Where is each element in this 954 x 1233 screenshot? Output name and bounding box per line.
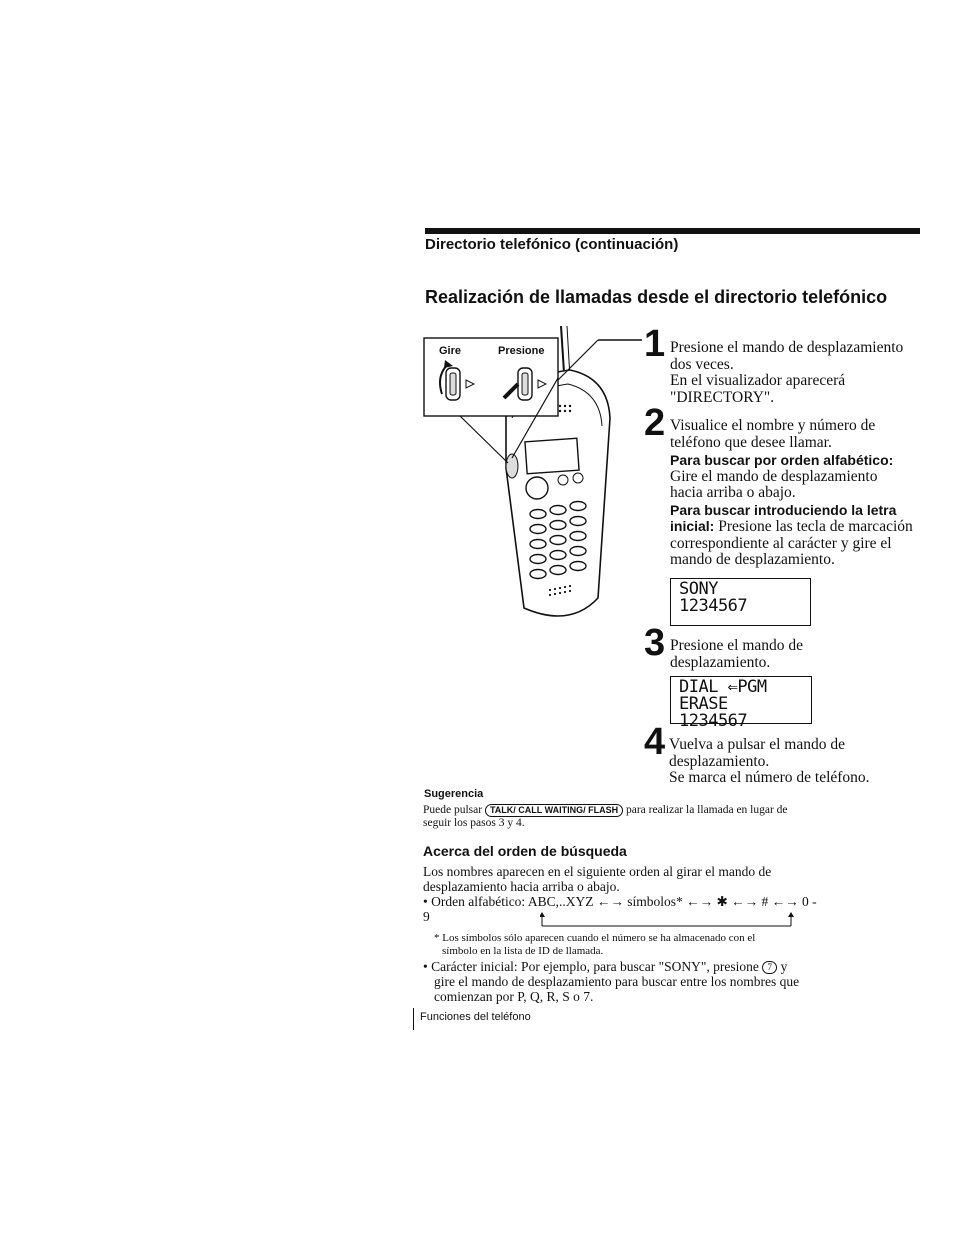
tip-suffix: para realizar la llamada en lugar de [626, 804, 788, 816]
step-4-number: 4 [644, 721, 666, 763]
bullet-initial-line: comienzan por P, Q, R, S o 7. [434, 989, 594, 1004]
step-1-number: 1 [644, 323, 666, 365]
alpha-search-heading: Para buscar por orden alfabético: [670, 452, 894, 468]
footnote-line: símbolo en la lista de ID de llamada. [442, 945, 604, 957]
phone-illustration [420, 318, 645, 628]
step-2-number: 2 [644, 402, 666, 444]
step-3-line: Presione el mando de [670, 637, 804, 654]
step-1-line: "DIRECTORY". [670, 388, 775, 406]
initial-search-heading: Para buscar introduciendo la letra [670, 501, 897, 518]
step-2-line: Gire el mando de desplazamiento [670, 467, 878, 485]
step-1-line: En el visualizador aparecerá [670, 372, 846, 389]
intro-line: Los nombres aparecen en el siguiente orden al girar el mando de [423, 864, 772, 879]
step-1-text [670, 340, 930, 406]
bullet-initial: • Carácter inicial: Por ejemplo, para buscar "SONY", presione 7 y gire el mando de desplazamiento para buscar entre los nombres que comienzan por P, Q, R, S o 7. [423, 959, 843, 1004]
talk-flash-key-label: TALK/ CALL WAITING/ FLASH [485, 804, 623, 817]
step-4-line: desplazamiento. [669, 752, 770, 770]
section-header: Directorio telefónico (continuación) [425, 236, 679, 253]
display-line: DIAL ⇐PGM ERASE [679, 677, 767, 714]
step-2-line: hacia arriba o abajo. [670, 484, 796, 501]
initial-search-heading-cont: inicial: [670, 518, 715, 534]
order-loop-arrow [540, 912, 794, 928]
step-2-text [670, 418, 932, 569]
footnote [434, 932, 824, 958]
tip-title: Sugerencia [424, 788, 484, 800]
footer-rule [413, 1008, 414, 1030]
intro-line: desplazamiento hacia arriba o abajo. [423, 879, 620, 894]
turn-label: Gire [439, 345, 462, 357]
display-line: 1234567 [679, 596, 748, 616]
step-1-line: dos veces. [670, 355, 734, 373]
page-title: Realización de llamadas desde el directorio telefónico [425, 287, 888, 307]
display-line: 1234567 [679, 711, 748, 731]
step-3-text [670, 638, 910, 671]
step-1-line: Presione el mando de desplazamiento [670, 339, 904, 356]
step-2-line: Presione las tecla de marcación [714, 518, 913, 535]
header-rule [425, 228, 920, 234]
step-2-line: mando de desplazamiento. [670, 551, 835, 568]
page-footer: Funciones del teléfono [420, 1011, 531, 1023]
bullet-alphabetical: • Orden alfabético: ABC,..XYZ ←→ símbolos* ←→ ✱ ←→ # ←→ 0 - 9 [423, 894, 817, 924]
search-order-title: Acerca del orden de búsqueda [423, 843, 627, 859]
press-label: Presione [498, 345, 545, 357]
display-line: SONY [679, 579, 718, 599]
bullet-initial-text-cont: y [780, 959, 788, 974]
step-3-number: 3 [644, 622, 666, 664]
bullet-initial-text: Carácter inicial: Por ejemplo, para buscar "SONY", presione [431, 959, 759, 974]
key-7-icon: 7 [762, 961, 777, 974]
step-2-line: teléfono que desee llamar. [670, 433, 832, 451]
footnote-line: * Los símbolos sólo aparecen cuando el número se ha almacenado con el [434, 932, 756, 944]
step-3-line: desplazamiento. [670, 653, 771, 671]
tip-line: seguir los pasos 3 y 4. [423, 817, 525, 829]
bullet-initial-line: gire el mando de desplazamiento para buscar entre los nombres que [434, 974, 800, 989]
step-4-line: Se marca el número de teléfono. [669, 769, 870, 786]
tip-prefix: Puede pulsar [423, 804, 483, 816]
step-4-line: Vuelva a pulsar el mando de [669, 736, 845, 753]
display-dial [670, 676, 812, 731]
tip-text [423, 804, 843, 830]
step-2-line: correspondiente al carácter y gire el [670, 534, 892, 552]
step-4-text [669, 737, 929, 787]
step-2-line: Visualice el nombre y número de [670, 417, 876, 434]
display-sony [670, 578, 811, 626]
bullet-alphabetical-text: Orden alfabético: ABC,..XYZ ←→ símbolos* ←→ ✱ ←→ # ←→ 0 - 9 [423, 894, 817, 924]
